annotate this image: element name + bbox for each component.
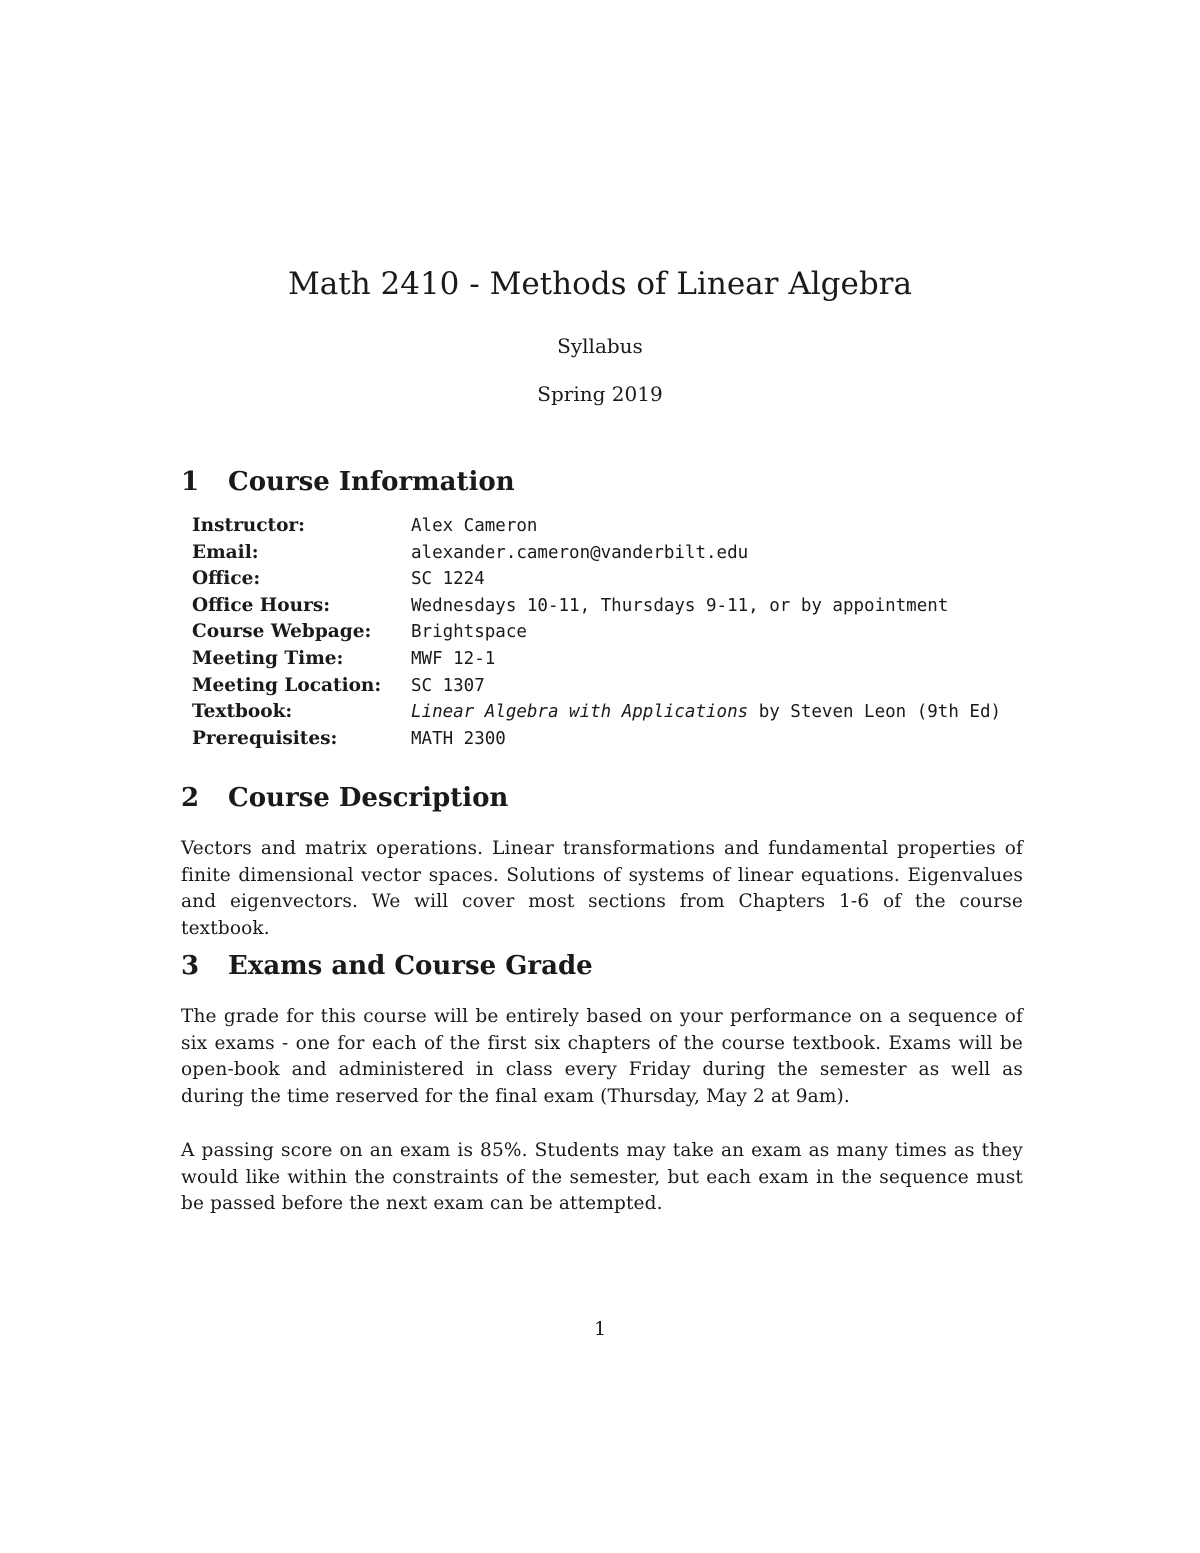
info-label: Office Hours: bbox=[192, 594, 331, 616]
info-label: Prerequisites: bbox=[192, 727, 338, 749]
info-value: Brightspace bbox=[411, 622, 527, 643]
info-row-meeting-time bbox=[192, 646, 1012, 673]
info-row-course-webpage bbox=[192, 619, 1012, 646]
info-label: Meeting Time: bbox=[192, 647, 344, 669]
info-row-instructor bbox=[192, 513, 1012, 540]
section-title: Course Description bbox=[228, 783, 509, 813]
document-subtitle: Syllabus bbox=[557, 334, 643, 358]
info-value: MATH 2300 bbox=[411, 728, 506, 749]
info-label: Office: bbox=[192, 568, 261, 590]
document-term: Spring 2019 bbox=[537, 382, 663, 406]
info-label: Email: bbox=[192, 541, 259, 563]
info-value: Wednesdays 10-11, Thursdays 9-11, or by appointment bbox=[411, 595, 949, 616]
info-row-prerequisites bbox=[192, 726, 1012, 753]
info-row-office-hours bbox=[192, 593, 1012, 620]
page-number: 1 bbox=[593, 1318, 607, 1340]
textbook-title: Linear Algebra with Applications bbox=[411, 702, 749, 723]
section-heading-exams-and-course-grade bbox=[181, 948, 593, 984]
grading-paragraph: The grade for this course will be entirely based on your performance on a sequence of six exams - one for each of the first six chapters of the course textbook. Exams will be open-book and administered in class every Friday during the semester as well as during the time reserved for the final exam (Thursday, May 2 at 9am). bbox=[181, 1006, 1023, 1107]
info-label: Instructor: bbox=[192, 515, 305, 536]
info-value: SC 1307 bbox=[411, 675, 485, 696]
course-info-table bbox=[192, 513, 1012, 752]
section-title: Course Information bbox=[228, 467, 515, 497]
info-label: Course Webpage: bbox=[192, 621, 372, 643]
section-number: 2 bbox=[181, 783, 200, 813]
email-link[interactable]: alexander.cameron@vanderbilt.edu bbox=[411, 542, 749, 563]
info-label: Textbook: bbox=[192, 701, 293, 723]
section-number: 3 bbox=[181, 951, 200, 981]
info-label: Meeting Location: bbox=[192, 674, 382, 696]
info-value-textbook bbox=[411, 699, 1012, 726]
info-value: Alex Cameron bbox=[411, 516, 538, 536]
document-title: Math 2410 - Methods of Linear Algebra bbox=[288, 266, 912, 302]
course-description-paragraph: Vectors and matrix operations. Linear transformations and fundamental properties of finite dimensional vector spaces. Solutions of systems of linear equations. Eigenvalues and eigenvectors. We will cover most sections from Chapters 1-6 of the course textbook. bbox=[181, 838, 1023, 939]
info-value: SC 1224 bbox=[411, 569, 485, 590]
passing-score-paragraph: A passing score on an exam is 85%. Students may take an exam as many times as they would like within the constraints of the semester, but each exam in the sequence must be passed before the next exam can be attempted. bbox=[181, 1140, 1023, 1215]
info-row-email bbox=[192, 540, 1012, 567]
textbook-author: by Steven Leon (9th Ed) bbox=[748, 702, 1002, 723]
section-number: 1 bbox=[181, 467, 200, 497]
section-heading-course-information bbox=[181, 464, 515, 500]
section-title: Exams and Course Grade bbox=[228, 951, 593, 981]
section-heading-course-description bbox=[181, 780, 508, 816]
info-row-meeting-location bbox=[192, 673, 1012, 700]
info-row-textbook bbox=[192, 699, 1012, 726]
info-value: MWF 12-1 bbox=[411, 648, 496, 669]
info-row-office bbox=[192, 566, 1012, 593]
